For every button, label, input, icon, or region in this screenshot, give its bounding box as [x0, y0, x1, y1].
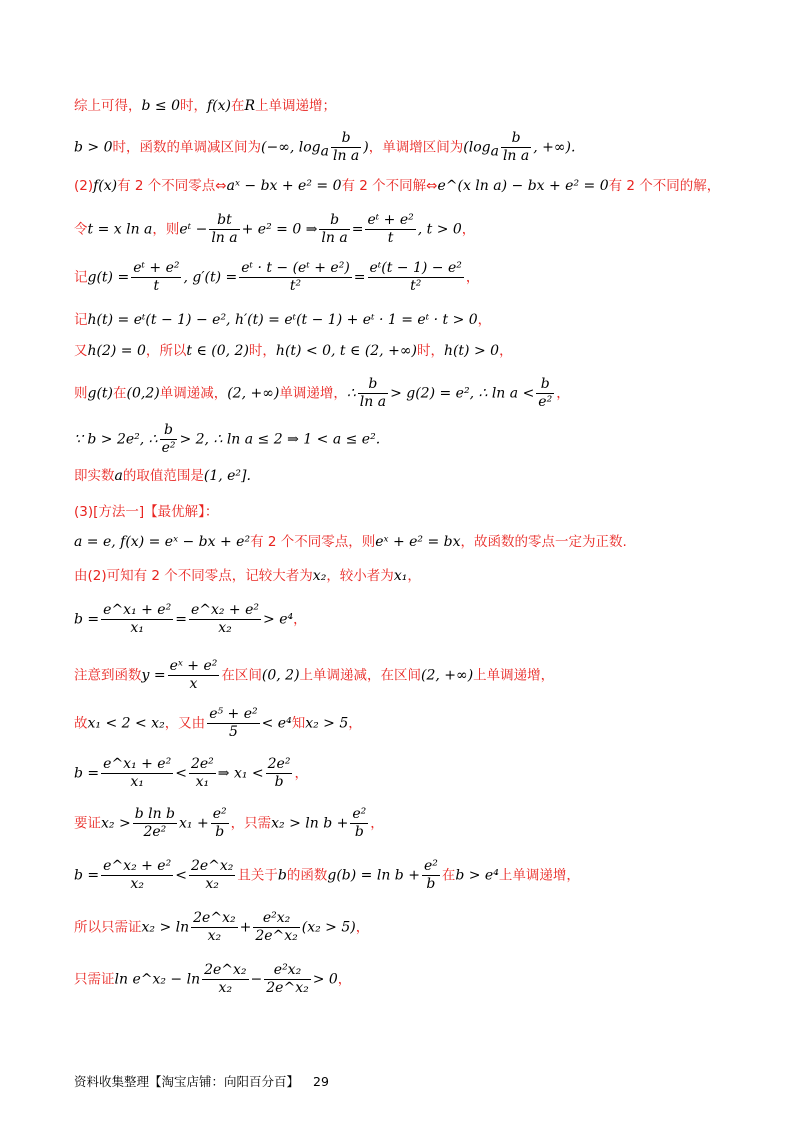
fraction: $\frac{b}{\text{ln a}}$: [332, 130, 360, 164]
fraction: $\frac{\text{2e²}}{b}$: [267, 756, 291, 790]
fraction: $\frac{b}{\text{ln a}}$: [321, 212, 348, 246]
page-number: 29: [313, 1074, 329, 1089]
fraction: $\frac{\text{eᵗ(t − 1) − e²}}{\text{t²}}$: [369, 260, 462, 294]
x-bounds-line: 故x₁ < 2 < x₂，又由 $\frac{\text{e⁵ + e²}}{5}$ < e⁴知x₂ > 5，: [74, 706, 362, 740]
fraction: $\frac{\text{2e²}}{\text{x₁}}$: [190, 756, 214, 790]
g-definition-line: 记g(t) = $\frac{\text{eᵗ + e²}}{t}$ , g′(t) = $\frac{\text{eᵗ · t − (eᵗ + e²)}}{\text{t²}}$ = $\frac{\text{eᵗ(t − 1) − e²}}{\text{t²}}$ ，: [74, 260, 480, 294]
part2-heading-line: (2)f(x)有 2 个不同零点⇔aˣ − bx + e² = 0有 2 个不同解⇔e^(x ln a) − bx + e² = 0有 2 个不同的解，: [74, 178, 721, 194]
fraction: $\frac{\text{eᵗ + e²}}{t}$: [133, 260, 180, 294]
fraction: $\frac{b}{\text{ln a}}$: [359, 376, 387, 410]
fraction: $\frac{\text{e²}}{b}$: [423, 858, 438, 892]
fraction: $\frac{\text{e\textasciicircum{}x₁ + e²}}{\text{x₁}}$: [103, 602, 172, 636]
fraction: $\frac{\text{2e\textasciicircum{}x₂}}{\text{x₂}}$: [193, 910, 236, 944]
zeros-naming-line: 由(2)可知有 2 个不同零点，记较大者为x₂，较小者为x₁，: [74, 568, 421, 584]
fraction: $\frac{\text{e⁵ + e²}}{5}$: [209, 706, 258, 740]
g-monotonicity-line: 则g(t)在(0,2)单调递减，(2, +∞)单调递增，∴ $\frac{b}{\text{ln a}}$ > g(2) = e², ∴ ln a < $\frac{b}{\text{e²}}$ ，: [74, 376, 570, 410]
range-result-line: 即实数a的取值范围是(1, e²].: [74, 468, 251, 484]
b-equation-line: b = $\frac{\text{e\textasciicircum{}x₁ + e²}}{\text{x₁}}$ = $\frac{\text{e\textasciicircum{}x₂ + e²}}{\text{x₂}}$ > e⁴，: [74, 602, 307, 636]
fraction: $\frac{\text{eˣ + e²}}{x}$: [169, 658, 218, 692]
fraction: $\frac{\text{e\textasciicircum{}x₂ + e²}}{\text{x₂}}$: [103, 858, 172, 892]
h-definition-line: 记h(t) = eᵗ(t − 1) − e², h′(t) = eᵗ(t − 1) + eᵗ · 1 = eᵗ · t > 0，: [74, 312, 492, 328]
fraction: $\frac{b}{\text{ln a}}$: [502, 130, 530, 164]
suffices-line: 所以只需证x₂ > ln $\frac{\text{2e\textasciicircum{}x₂}}{\text{x₂}}$ + $\frac{\text{e²x₂}}{\text{2e\textasciicircum{}x₂}}$ (x₂ > 5)，: [74, 910, 370, 944]
x1-bound-line: b = $\frac{\text{e\textasciicircum{}x₁ + e²}}{\text{x₁}}$ < $\frac{\text{2e²}}{\text{x₁}}$ ⇒ x₁ < $\frac{\text{2e²}}{b}$ ，: [74, 756, 308, 790]
summary-line: 综上可得，b ≤ 0时，f(x)在R上单调递增；: [74, 98, 337, 114]
fraction: $\frac{\text{e\textasciicircum{}x₂ + e²}}{\text{x₂}}$: [190, 602, 260, 636]
fraction: $\frac{\text{e²}}{b}$: [352, 806, 367, 840]
h-sign-line: 又h(2) = 0，所以t ∈ (0, 2)时，h(t) < 0, t ∈ (2, +∞)时，h(t) > 0，: [74, 343, 513, 359]
fraction: $\frac{\text{2e\textasciicircum{}x₂}}{\text{x₂}}$: [190, 858, 234, 892]
substitution-line: 令t = x ln a，则eᵗ − $\frac{bt}{\text{ln a}}$ + e² = 0 ⇒ $\frac{b}{\text{ln a}}$ = $\frac{\text{eᵗ + e²}}{t}$ , t > 0，: [74, 212, 476, 246]
fraction: $\frac{bt}{\text{ln a}}$: [211, 212, 238, 246]
fraction: $\frac{\text{eᵗ · t − (eᵗ + e²)}}{\text{t²}}$: [241, 260, 350, 294]
fraction: $\frac{b}{\text{e²}}$: [538, 376, 553, 410]
part3-heading-line: (3)[方法一]【最优解】：: [74, 504, 219, 520]
fraction: $\frac{\text{e²x₂}}{\text{2e\textasciicircum{}x₂}}$: [255, 910, 298, 944]
fraction: $\frac{\text{b ln b}}{\text{2e²}}$: [134, 806, 176, 840]
function-monotonicity-line: 注意到函数y = $\frac{\text{eˣ + e²}}{x}$ 在区间(0, 2)上单调递减，在区间(2, +∞)上单调递增，: [74, 658, 555, 692]
page-footer: [74, 1072, 329, 1090]
final-suffices-line: 只需证ln e^x₂ − ln $\frac{\text{2e\textasciicircum{}x₂}}{\text{x₂}}$ − $\frac{\text{e²x₂}}{\text{2e\textasciicircum{}x₂}}$ > 0，: [74, 962, 352, 996]
to-prove-line: 要证x₂ > $\frac{\text{b ln b}}{\text{2e²}}$ x₁ + $\frac{\text{e²}}{b}$ ，只需x₂ > ln b + $\frac{\text{e²}}{b}$ ，: [74, 806, 384, 840]
fraction: $\frac{b}{\text{e²}}$: [161, 422, 176, 456]
fraction: $\frac{\text{e\textasciicircum{}x₁ + e²}}{\text{x₁}}$: [103, 756, 172, 790]
inequality-chain-line: ∵ b > 2e², ∴ $\frac{b}{\text{e²}}$ > 2, ∴ ln a ≤ 2 ⇒ 1 < a ≤ e².: [74, 422, 381, 456]
monotonic-intervals-line: b > 0时，函数的单调减区间为(−∞, $\log_a$ $\frac{b}{\text{ln a}}$ )，单调增区间为($\log_a$ $\frac{b}{\text{ln a}}$ , +∞).: [74, 130, 576, 164]
part3-setup-line: a = e, f(x) = eˣ − bx + e²有 2 个不同零点，则eˣ + e² = bx，故函数的零点一定为正数.: [74, 534, 627, 550]
footer-source-text: 资料收集整理【淘宝店铺：向阳百分百】: [74, 1074, 300, 1089]
fraction: $\frac{\text{2e\textasciicircum{}x₂}}{\text{x₂}}$: [204, 962, 247, 996]
fraction: $\frac{\text{eᵗ + e²}}{t}$: [367, 212, 414, 246]
fraction: $\frac{\text{e²}}{b}$: [212, 806, 227, 840]
monotone-g-line: b = $\frac{\text{e\textasciicircum{}x₂ + e²}}{\text{x₂}}$ < $\frac{\text{2e\textasciicircum{}x₂}}{\text{x₂}}$ 且关于b的函数g(b) = ln b + $\frac{\text{e²}}{b}$ 在b > e⁴上单调递增，: [74, 858, 580, 892]
fraction: $\frac{\text{e²x₂}}{\text{2e\textasciicircum{}x₂}}$: [266, 962, 309, 996]
